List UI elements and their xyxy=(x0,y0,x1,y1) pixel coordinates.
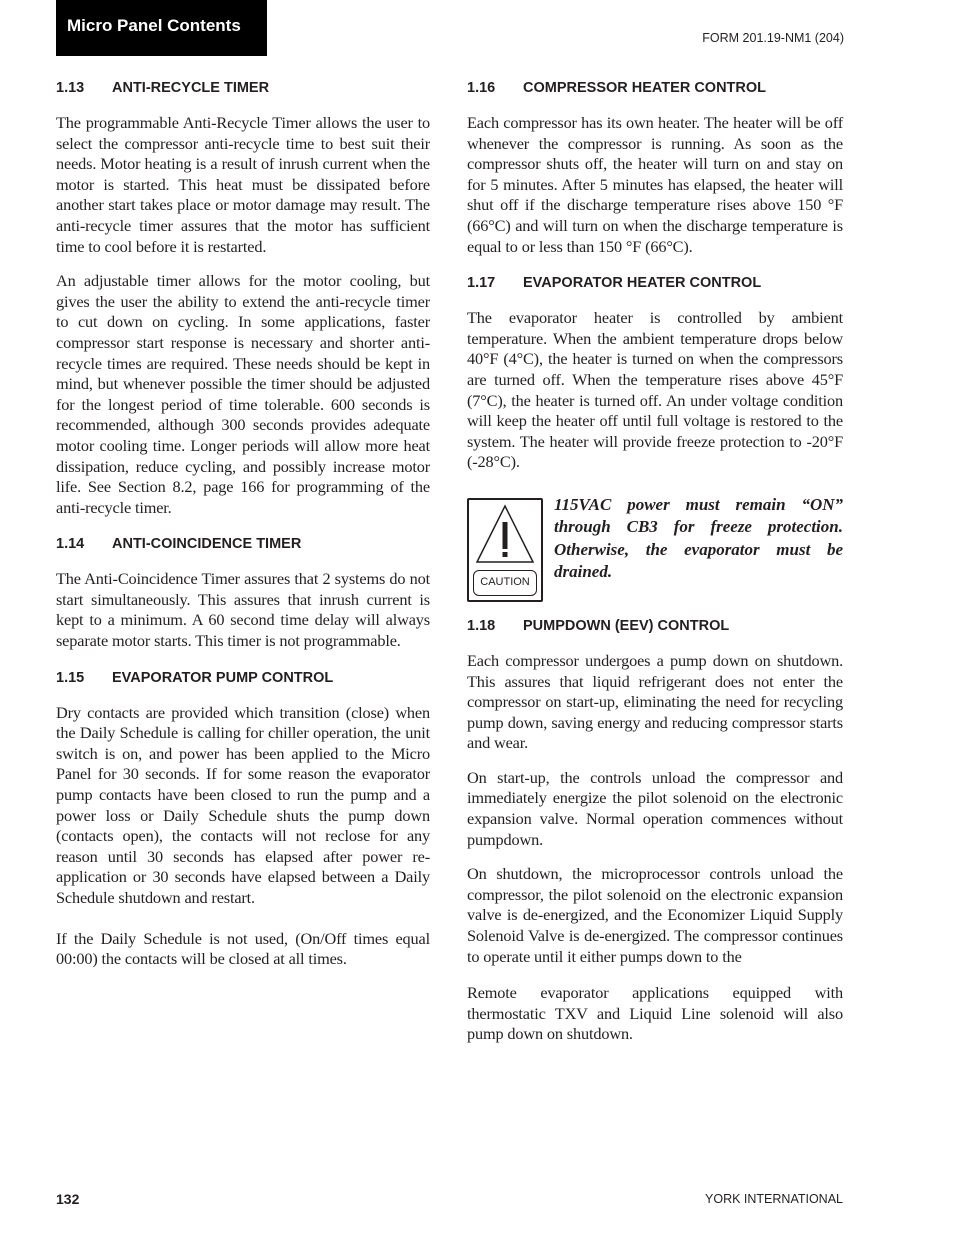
paragraph: Each compressor has its own heater. The heater will be off whenever the compressor is running. As soon as the compressor shuts off, the heater will turn on and stay on for 5 minutes. After 5 minutes has elapsed, the heater will shut off if the discharge temperature rises above 150 °F (66°C) and will turn on when the discharge temperature is equal to or less than 150 °F (66°C). xyxy=(467,113,843,256)
paragraph: Remote evaporator applications equipped with thermostatic TXV and Liquid Line solenoid will also pump down on shutdown. xyxy=(467,983,843,1044)
heading-1-15 xyxy=(56,670,430,686)
section-number: 1.17 xyxy=(467,275,496,292)
section-title: EVAPORATOR PUMP CONTROL xyxy=(112,669,334,686)
section-number: 1.14 xyxy=(56,536,85,553)
section-number: 1.18 xyxy=(467,617,496,634)
caution-text: 115VAC power must remain “ON” through CB3 for freeze protection. Otherwise, the evaporator must be drained. xyxy=(554,494,843,582)
paragraph: On shutdown, the microprocessor controls unload the compressor, the pilot solenoid on the electronic expansion valve is de-energized, and the Economizer Liquid Supply Solenoid Valve is de-energized. The compressor continues to operate until it either pumps down to the xyxy=(467,864,843,966)
section-title: COMPRESSOR HEATER CONTROL xyxy=(523,80,767,96)
paragraph: On start-up, the controls unload the compressor and immediately energize the pilot solenoid on the electronic expansion valve. Normal operation commences without pumpdown. xyxy=(467,767,843,849)
paragraph: An adjustable timer allows for the motor cooling, but gives the user the ability to extend the anti-recycle timer to cut down on cycling. In some applications, faster compressor start response is necessary and shorter anti-recycle times are required. These needs should be kept in mind, but whenever possible the timer should be adjusted for the longest period of time tolerable. 600 seconds is recommended, although 300 seconds provides adequate motor cooling time. Longer periods will allow more heat dissipation, reduce cycling, and possibly increase motor life. See Section 8.2, page 166 for programming of the anti-recycle timer. xyxy=(56,271,430,517)
paragraph: Dry contacts are provided which transition (close) when the Daily Schedule is calling for chiller operation, the unit switch is on, and power has been applied to the Micro Panel for 30 seconds. If for some reason the evaporator pump contacts have been closed to run the pump and a power loss or Daily Schedule shuts the pump down (contacts open), the contacts will not reclose for any reason until 30 seconds has elapsed after power re-application or 30 seconds have elapsed between a Daily Schedule shutdown and restart. xyxy=(56,702,430,907)
section-title: ANTI-RECYCLE TIMER xyxy=(112,80,270,96)
left-column xyxy=(56,80,430,970)
paragraph: The Anti-Coincidence Timer assures that 2 systems do not start simultaneously. This assures that inrush current is kept to a minimum. A 60 second time delay will always separate motor starts. This timer is not programmable. xyxy=(56,569,430,651)
section-tab xyxy=(56,0,267,56)
page-number: 132 xyxy=(56,1191,80,1207)
heading-1-16 xyxy=(467,80,843,96)
paragraph: If the Daily Schedule is not used, (On/Off times equal 00:00) the contacts will be closed at all times. xyxy=(56,928,430,969)
paragraph: The programmable Anti-Recycle Timer allows the user to select the compressor anti-recycle time to best suit their needs. Motor heating is a result of inrush current when the motor is started. This heat must be dissipated before another start takes place or motor damage may result. The anti-recycle timer assures that the motor has sufficient time to cool before it is restarted. xyxy=(56,113,430,256)
section-number: 1.13 xyxy=(56,80,85,96)
paragraph: The evaporator heater is controlled by ambient temperature. When the ambient temperature drops below 40°F (4°C), the heater is turned on when the compressors are turned off. When the temperature rises above 45°F (7°C), the heater is turned off. An under voltage condition will keep the heater off until full voltage is restored to the system. The heater will provide freeze protection to -20°F (-28°C). xyxy=(467,308,843,472)
section-title: EVAPORATOR HEATER CONTROL xyxy=(523,275,762,292)
section-number: 1.15 xyxy=(56,669,85,686)
heading-1-17 xyxy=(467,275,843,291)
warning-triangle-icon xyxy=(475,504,535,566)
form-number: FORM 201.19-NM1 (204) xyxy=(702,31,844,45)
tab-title: Micro Panel Contents xyxy=(67,16,241,35)
caution-box xyxy=(467,494,843,606)
paragraph: Each compressor undergoes a pump down on shutdown. This assures that liquid refrigerant does not enter the compressor on start-up, eliminating the need for recycling pump down, saving energy and reducing compressor starts and wear. xyxy=(467,650,843,753)
section-title: ANTI-COINCIDENCE TIMER xyxy=(112,536,302,553)
caution-label: CAUTION xyxy=(473,570,537,596)
section-number: 1.16 xyxy=(467,80,496,96)
section-title: PUMPDOWN (EEV) CONTROL xyxy=(523,617,730,634)
heading-1-18 xyxy=(467,618,843,634)
heading-1-14 xyxy=(56,536,430,552)
heading-1-13 xyxy=(56,80,430,96)
company-name: YORK INTERNATIONAL xyxy=(705,1192,843,1206)
right-column xyxy=(467,80,843,1045)
caution-icon xyxy=(467,498,543,602)
